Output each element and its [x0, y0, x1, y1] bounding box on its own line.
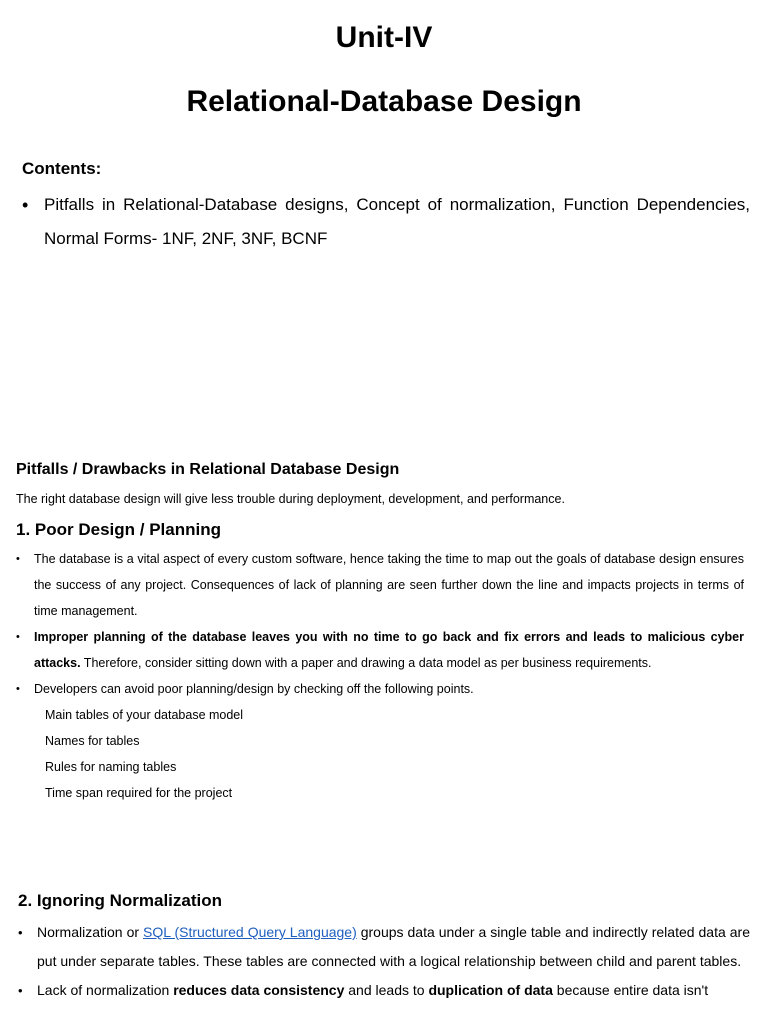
contents-item: • Pitfalls in Relational-Database designs, Concept of normalization, Function Dependencies, Normal Forms- 1NF, 2NF, 3NF, BCNF — [20, 188, 750, 256]
sql-link[interactable]: SQL (Structured Query Language) — [143, 924, 357, 940]
section1-bullet-3: • Developers can avoid poor planning/design by checking off the following points. — [16, 676, 744, 702]
document-title: Relational-Database Design — [186, 85, 582, 118]
section2-bullet-2-bold-1: reduces data consistency — [173, 982, 345, 998]
section1-bullet-2-bold: Improper planning of the database leaves you with no time to go back and fix errors and leads to malicious cyber attacks. — [34, 630, 744, 670]
checklist-item: Main tables of your database model — [45, 708, 244, 722]
section2-bullet-2-mid: and leads to — [344, 982, 429, 998]
contents-label: Contents: — [22, 159, 102, 178]
section2-bullet-2-bold-2: duplication of data — [428, 982, 553, 998]
pitfalls-title: Pitfalls / Drawbacks in Relational Database Design — [16, 461, 400, 478]
section2-bullet-1 — [18, 918, 750, 976]
section1-bullet-2-rest: Therefore, consider sitting down with a paper and drawing a data model as per business requirements. — [80, 656, 652, 670]
section2-bullet-1-pre: Normalization or — [37, 924, 143, 940]
section2-bullets — [18, 918, 750, 1005]
checklist-item: Time span required for the project — [45, 786, 233, 800]
section2-bullet-2 — [18, 976, 750, 1005]
section1-heading: 1. Poor Design / Planning — [16, 520, 221, 539]
section2-heading: 2. Ignoring Normalization — [18, 891, 223, 910]
contents-list — [20, 188, 750, 256]
unit-title: Unit-IV — [335, 21, 433, 54]
checklist-item: Rules for naming tables — [45, 760, 177, 774]
planning-checklist — [45, 702, 243, 806]
checklist-item: Names for tables — [45, 734, 140, 748]
section1-bullet-2 — [16, 624, 744, 676]
pitfalls-intro: The right database design will give less trouble during deployment, development, and performance. — [16, 492, 565, 506]
section1-bullets — [16, 546, 744, 702]
section1-bullet-1: • The database is a vital aspect of every custom software, hence taking the time to map out the goals of database design ensures the success of any project. Consequences of lack of planning are seen further down the line and impacts projects in terms of time management. — [16, 546, 744, 624]
section2-bullet-2-pre: Lack of normalization — [37, 982, 174, 998]
section2-bullet-1-post: groups data under a single table and indirectly related data are put under separate tables. These tables are connected with a logical relationship between child and parent tables. — [37, 924, 750, 969]
section2-bullet-2-post: because entire data isn't — [552, 982, 709, 998]
